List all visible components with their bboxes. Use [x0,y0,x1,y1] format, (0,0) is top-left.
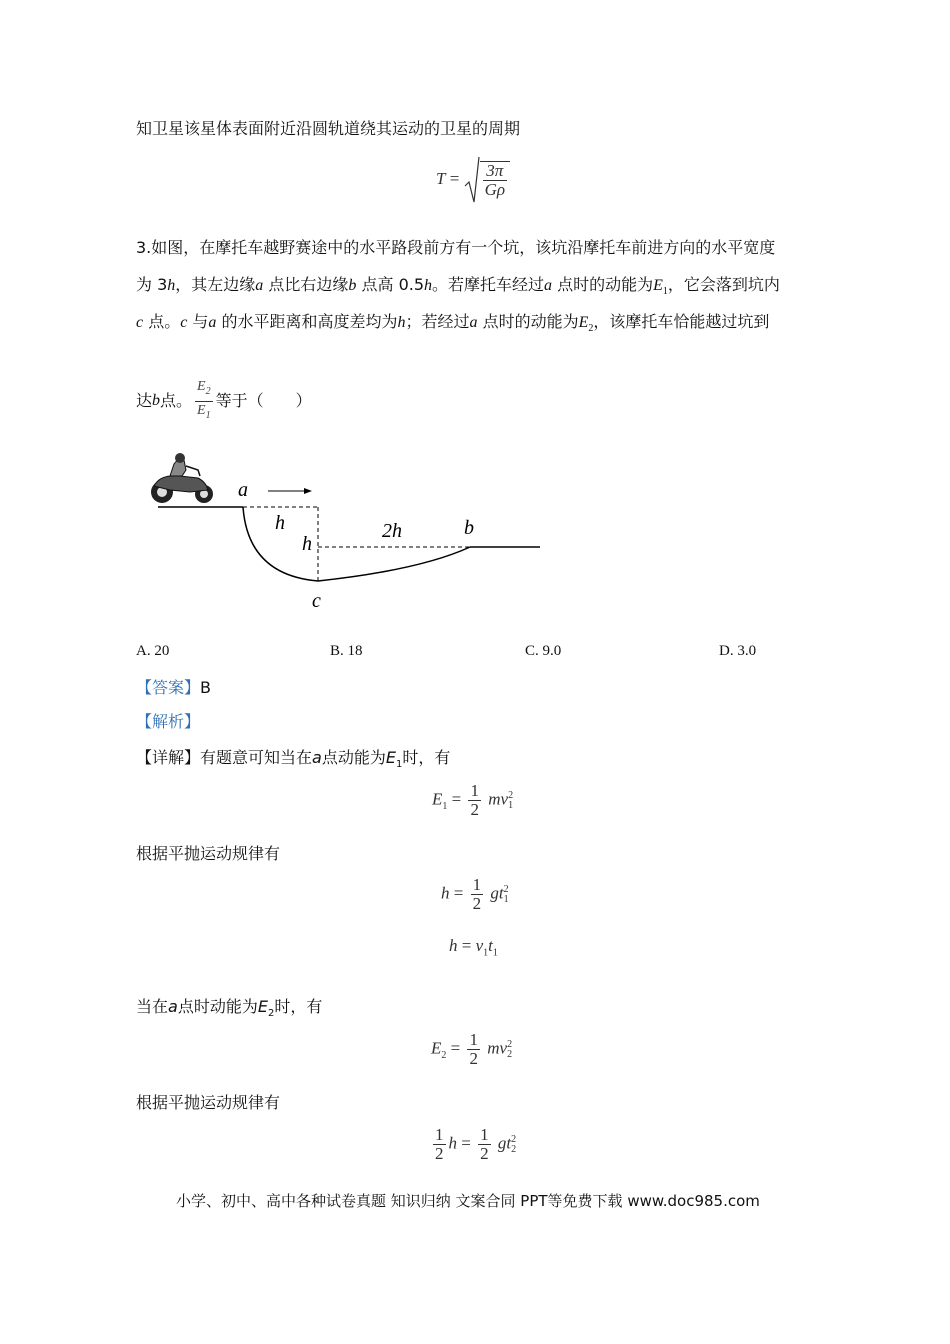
detail-text-2: 点动能为 [321,748,386,767]
formula-den: Gρ [484,180,505,199]
detail-text-1: 有题意可知当在 [200,748,313,767]
question-line-2 [136,274,780,303]
q4-var-b: b [152,392,161,410]
eq2-rhs-sub: 1 [503,893,509,905]
equation-4: $E_2$ = $\frac{1}{2}$ mv 2 2 [431,1030,513,1068]
formula-lhs: T [436,168,446,188]
q3-var-h: h [397,314,406,331]
question-line-1: 3.如图，在摩托车越野赛途中的水平路段前方有一个坑，该坑沿摩托车前进方向的水平宽度 [136,238,776,257]
eq2-rhs: gt [490,883,504,903]
q3-text-b: 与 [187,312,209,331]
e2-text-2: 点时动能为 [177,997,258,1016]
q3-var-a2: a [469,314,478,331]
pit-right-wall [318,547,470,581]
eq5-rhs-sup: 2 [511,1133,517,1145]
eq4-den: 2 [469,1049,478,1068]
q3-var-c2: c [180,314,188,331]
option-d: D. 3.0 [719,643,757,659]
equation-1: $E_1$ = $\frac{1}{2}$ mv 2 1 [432,781,514,819]
eq4-rhs-sup: 2 [507,1038,513,1050]
answer-tag: 【答案】 [136,678,201,697]
eq5-rhs-sub: 2 [511,1143,517,1155]
eq3-v-sub: 1 [483,947,489,959]
q4-text-b: 点。 [160,391,193,411]
q2-text-g: ，它会落到坑内 [667,275,780,294]
label-h1: h [275,512,285,534]
label-c: c [312,590,321,612]
eq2-num: 1 [472,875,482,894]
q3-var-a: a [208,314,217,331]
eq5-lden: 2 [435,1144,444,1163]
q2-text-b: ，其左边缘 [175,275,256,294]
q2-var-E-sub: 1 [662,286,668,298]
q4-frac-num: E [197,379,206,394]
q4-frac-den-sub: 1 [205,409,211,421]
equation-2: h = $\frac{1}{2}$ gt 2 1 [441,875,509,913]
eq2-rhs-sup: 2 [503,883,509,895]
option-a: A. 20 [136,643,170,659]
rule-line-2: 根据平抛运动规律有 [136,1093,281,1112]
q2-text-f: 点时的动能为 [552,275,654,294]
eq1-den: 2 [470,800,479,819]
answer-value: B [200,678,211,697]
detail-var-E: E [385,748,396,767]
detail-text-3: 时，有 [402,748,451,767]
q4-text-c: 等于（ ） [215,391,312,411]
eq3-v: v [475,936,484,955]
q2-text-e: 。若摩托车经过 [432,275,545,294]
eq5-den: 2 [480,1144,489,1163]
e2-text-3: 时，有 [274,997,323,1016]
eq5-lnum: 1 [435,1125,444,1144]
e2-var-E-sub: 2 [267,1008,275,1020]
equation-5: $\frac{1}{2}$ h = $\frac{1}{2}$ gt 2 2 [435,1125,517,1163]
label-b: b [464,517,474,539]
q3-var-c: c [136,314,144,331]
sqrt-sign-icon [464,156,480,204]
q3-text-d: ；若经过 [405,312,470,331]
q2-text-d: 点高 0.5 [356,275,425,294]
eq5-lhs: h [448,1133,457,1153]
eq4-num: 1 [469,1030,478,1049]
q4-frac-num-sub: 2 [205,385,211,397]
eq3-t-sub: 1 [492,947,498,959]
question-line-3 [136,311,769,340]
arrow-head-icon [304,488,312,494]
q2-var-E: E [653,277,663,294]
e2-var-E: E [257,997,268,1016]
equation-3: $h = v_1t_1$ [449,936,498,959]
option-c: C. 9.0 [525,643,562,659]
q3-text-a: 点。 [143,312,181,331]
detail-line [136,747,450,776]
q2-var-h: h [167,277,176,294]
detail-var-a: a [312,748,322,767]
eq3-lhs: h [449,936,458,955]
eq5-rhs: gt [497,1133,512,1153]
q3-var-E-sub: 2 [588,323,594,335]
q2-var-b: b [348,277,357,294]
q4-text-a: 达 [136,391,153,411]
e2-var-a: a [168,997,178,1016]
eq3-t: t [488,936,493,955]
eq1-lhs: E [432,789,443,809]
eq4-lhs: E [431,1038,442,1058]
detail-var-E-sub: 1 [395,759,403,771]
e2-line [136,996,322,1025]
answer-line [136,677,211,699]
eq4-lhs-sub: 2 [441,1049,447,1061]
detail-tag: 【详解】 [136,748,201,767]
eq2-den: 2 [472,894,482,913]
eq1-rhs-sup: 2 [508,789,514,801]
q2-text-c: 点比右边缘 [263,275,349,294]
analysis-tag: 【解析】 [136,712,201,731]
q4-frac-den: E [197,402,206,418]
eq1-rhs: mv [488,789,509,809]
formula-num: 3π [486,161,504,180]
q2-var-h2: h [424,277,433,294]
footer-text: 小学、初中、高中各种试卷真题 知识归纳 文案合同 PPT等免费下载 www.doc985.com [176,1192,760,1210]
label-a: a [238,479,248,501]
q2-var-a: a [255,277,264,294]
eq5-num: 1 [480,1125,489,1144]
q2-text-a: 为 3 [136,275,168,294]
formula-period: T = $\frac{3\pi}{G\rho}$ [436,156,510,204]
q3-text-e: 点时的动能为 [477,312,579,331]
q2-var-a2: a [544,277,553,294]
motorcycle-icon [151,453,213,503]
intro-line: 知卫星该星体表面附近沿圆轨道绕其运动的卫星的周期 [136,119,521,138]
eq1-rhs-sub: 1 [508,799,514,811]
label-2h: 2h [382,520,402,542]
eq1-num: 1 [470,781,479,800]
eq4-rhs: mv [487,1038,508,1058]
question-line-4 [136,378,312,425]
q4-fraction [195,378,213,425]
q3-var-E: E [578,314,589,331]
rule-line-1: 根据平抛运动规律有 [136,844,281,863]
label-h2: h [302,533,312,555]
eq4-rhs-sub: 2 [507,1048,513,1060]
q3-text-f: ，该摩托车恰能越过坑到 [593,312,770,331]
q3-text-c: 的水平距离和高度差均为 [216,312,398,331]
eq2-lhs: h [441,883,450,903]
e2-text-1: 当在 [136,997,169,1016]
pit-diagram [140,450,550,620]
eq1-lhs-sub: 1 [442,800,448,812]
option-b: B. 18 [330,643,363,659]
